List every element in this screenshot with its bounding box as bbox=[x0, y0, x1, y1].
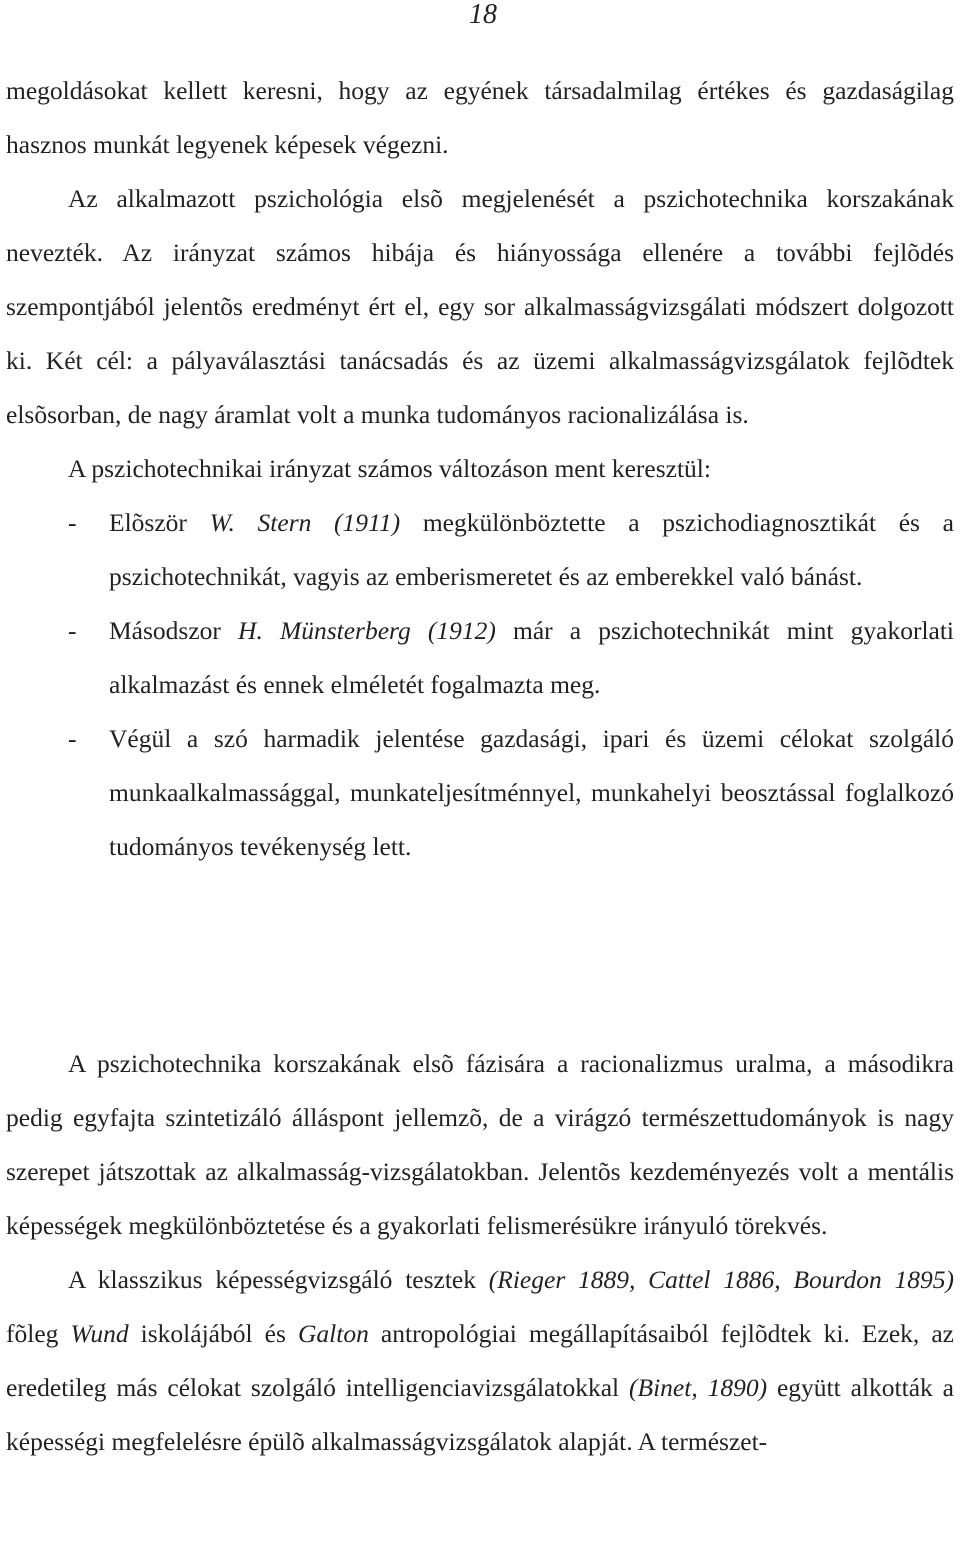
list-item-second bbox=[6, 604, 954, 712]
list-dash: - bbox=[68, 508, 77, 537]
list-text: megkülönböztette a pszichodiagnosztikát és a pszichotechnikát, vagyis az emberismeretet és az emberekkel való bánást. bbox=[109, 508, 954, 591]
text-block-upper bbox=[6, 64, 954, 874]
text-block-lower bbox=[6, 1037, 954, 1469]
paragraph-text: iskolájából és bbox=[128, 1319, 298, 1348]
paragraph-text: antropológiai megállapításaiból fejlõdtek ki. Ezek, az eredetileg más célokat szolgáló intelligenciavizsgálatokkal bbox=[6, 1319, 954, 1402]
citation: (Binet, 1890) bbox=[629, 1373, 768, 1402]
citation: (Rieger 1889, Cattel 1886, Bourdon 1895) bbox=[488, 1265, 955, 1294]
list-text: már a pszichotechnikát mint gyakorlati alkalmazást és ennek elméletét fogalmazta meg. bbox=[109, 616, 955, 699]
paragraph-text: fõleg bbox=[6, 1319, 71, 1348]
list-item-first bbox=[6, 496, 954, 604]
citation: H. Münsterberg (1912) bbox=[238, 616, 496, 645]
citation: Galton bbox=[297, 1319, 369, 1348]
list-dash: - bbox=[68, 724, 77, 753]
paragraph-rationalism: A pszichotechnika korszakának elsõ fázisára a racionalizmus uralma, a másodikra pedig egyfajta szintetizáló álláspont jellemzõ, de a virágzó természettudományok is nagy szerepet játszottak az alkalmasság-vizsgálatokban. Jelentõs kezdeményezés volt a mentális képességek megkülönböztetése és a gyakorlati felismerésükre irányuló törekvés. bbox=[6, 1049, 954, 1240]
citation: Wund bbox=[70, 1319, 129, 1348]
paragraph-list-intro: A pszichotechnikai irányzat számos változáson ment keresztül: bbox=[68, 454, 711, 483]
list-dash: - bbox=[68, 616, 77, 645]
list-text: Elõször bbox=[109, 508, 210, 537]
list-item-third bbox=[6, 712, 954, 874]
paragraph-applied-psychology: Az alkalmazott pszichológia elsõ megjelenését a pszichotechnika korszakának nevezték. Az irányzat számos hibája és hiányossága ellenére a további fejlõdés szempontjából jelentõs eredményt ért el, egy sor alkalmasságvizsgálati módszert dolgozott ki. Két cél: a pályaválasztási tanácsadás és az üzemi alkalmasságvizsgálatok fejlõdtek elsõsorban, de nagy áramlat volt a munka tudományos racionalizálása is. bbox=[6, 184, 954, 429]
paragraph-text: együtt alkották a képességi megfelelésre épülõ alkalmasságvizsgálatok alapját. A természet- bbox=[6, 1373, 954, 1456]
list-text: Másodszor bbox=[109, 616, 239, 645]
paragraph-classic-tests bbox=[6, 1253, 954, 1469]
page-number: 18 bbox=[469, 0, 497, 30]
citation: W. Stern (1911) bbox=[209, 508, 401, 537]
list-text: Végül a szó harmadik jelentése gazdasági, ipari és üzemi célokat szolgáló munkaalkalmassággal, munkateljesítménnyel, munkahelyi beosztással foglalkozó tudományos tevékenység lett. bbox=[109, 724, 954, 861]
paragraph-text: A klasszikus képességvizsgáló tesztek bbox=[68, 1265, 489, 1294]
paragraph-continuation: megoldásokat kellett keresni, hogy az egyének társadalmilag értékes és gazdaságilag hasznos munkát legyenek képesek végezni. bbox=[6, 76, 954, 159]
